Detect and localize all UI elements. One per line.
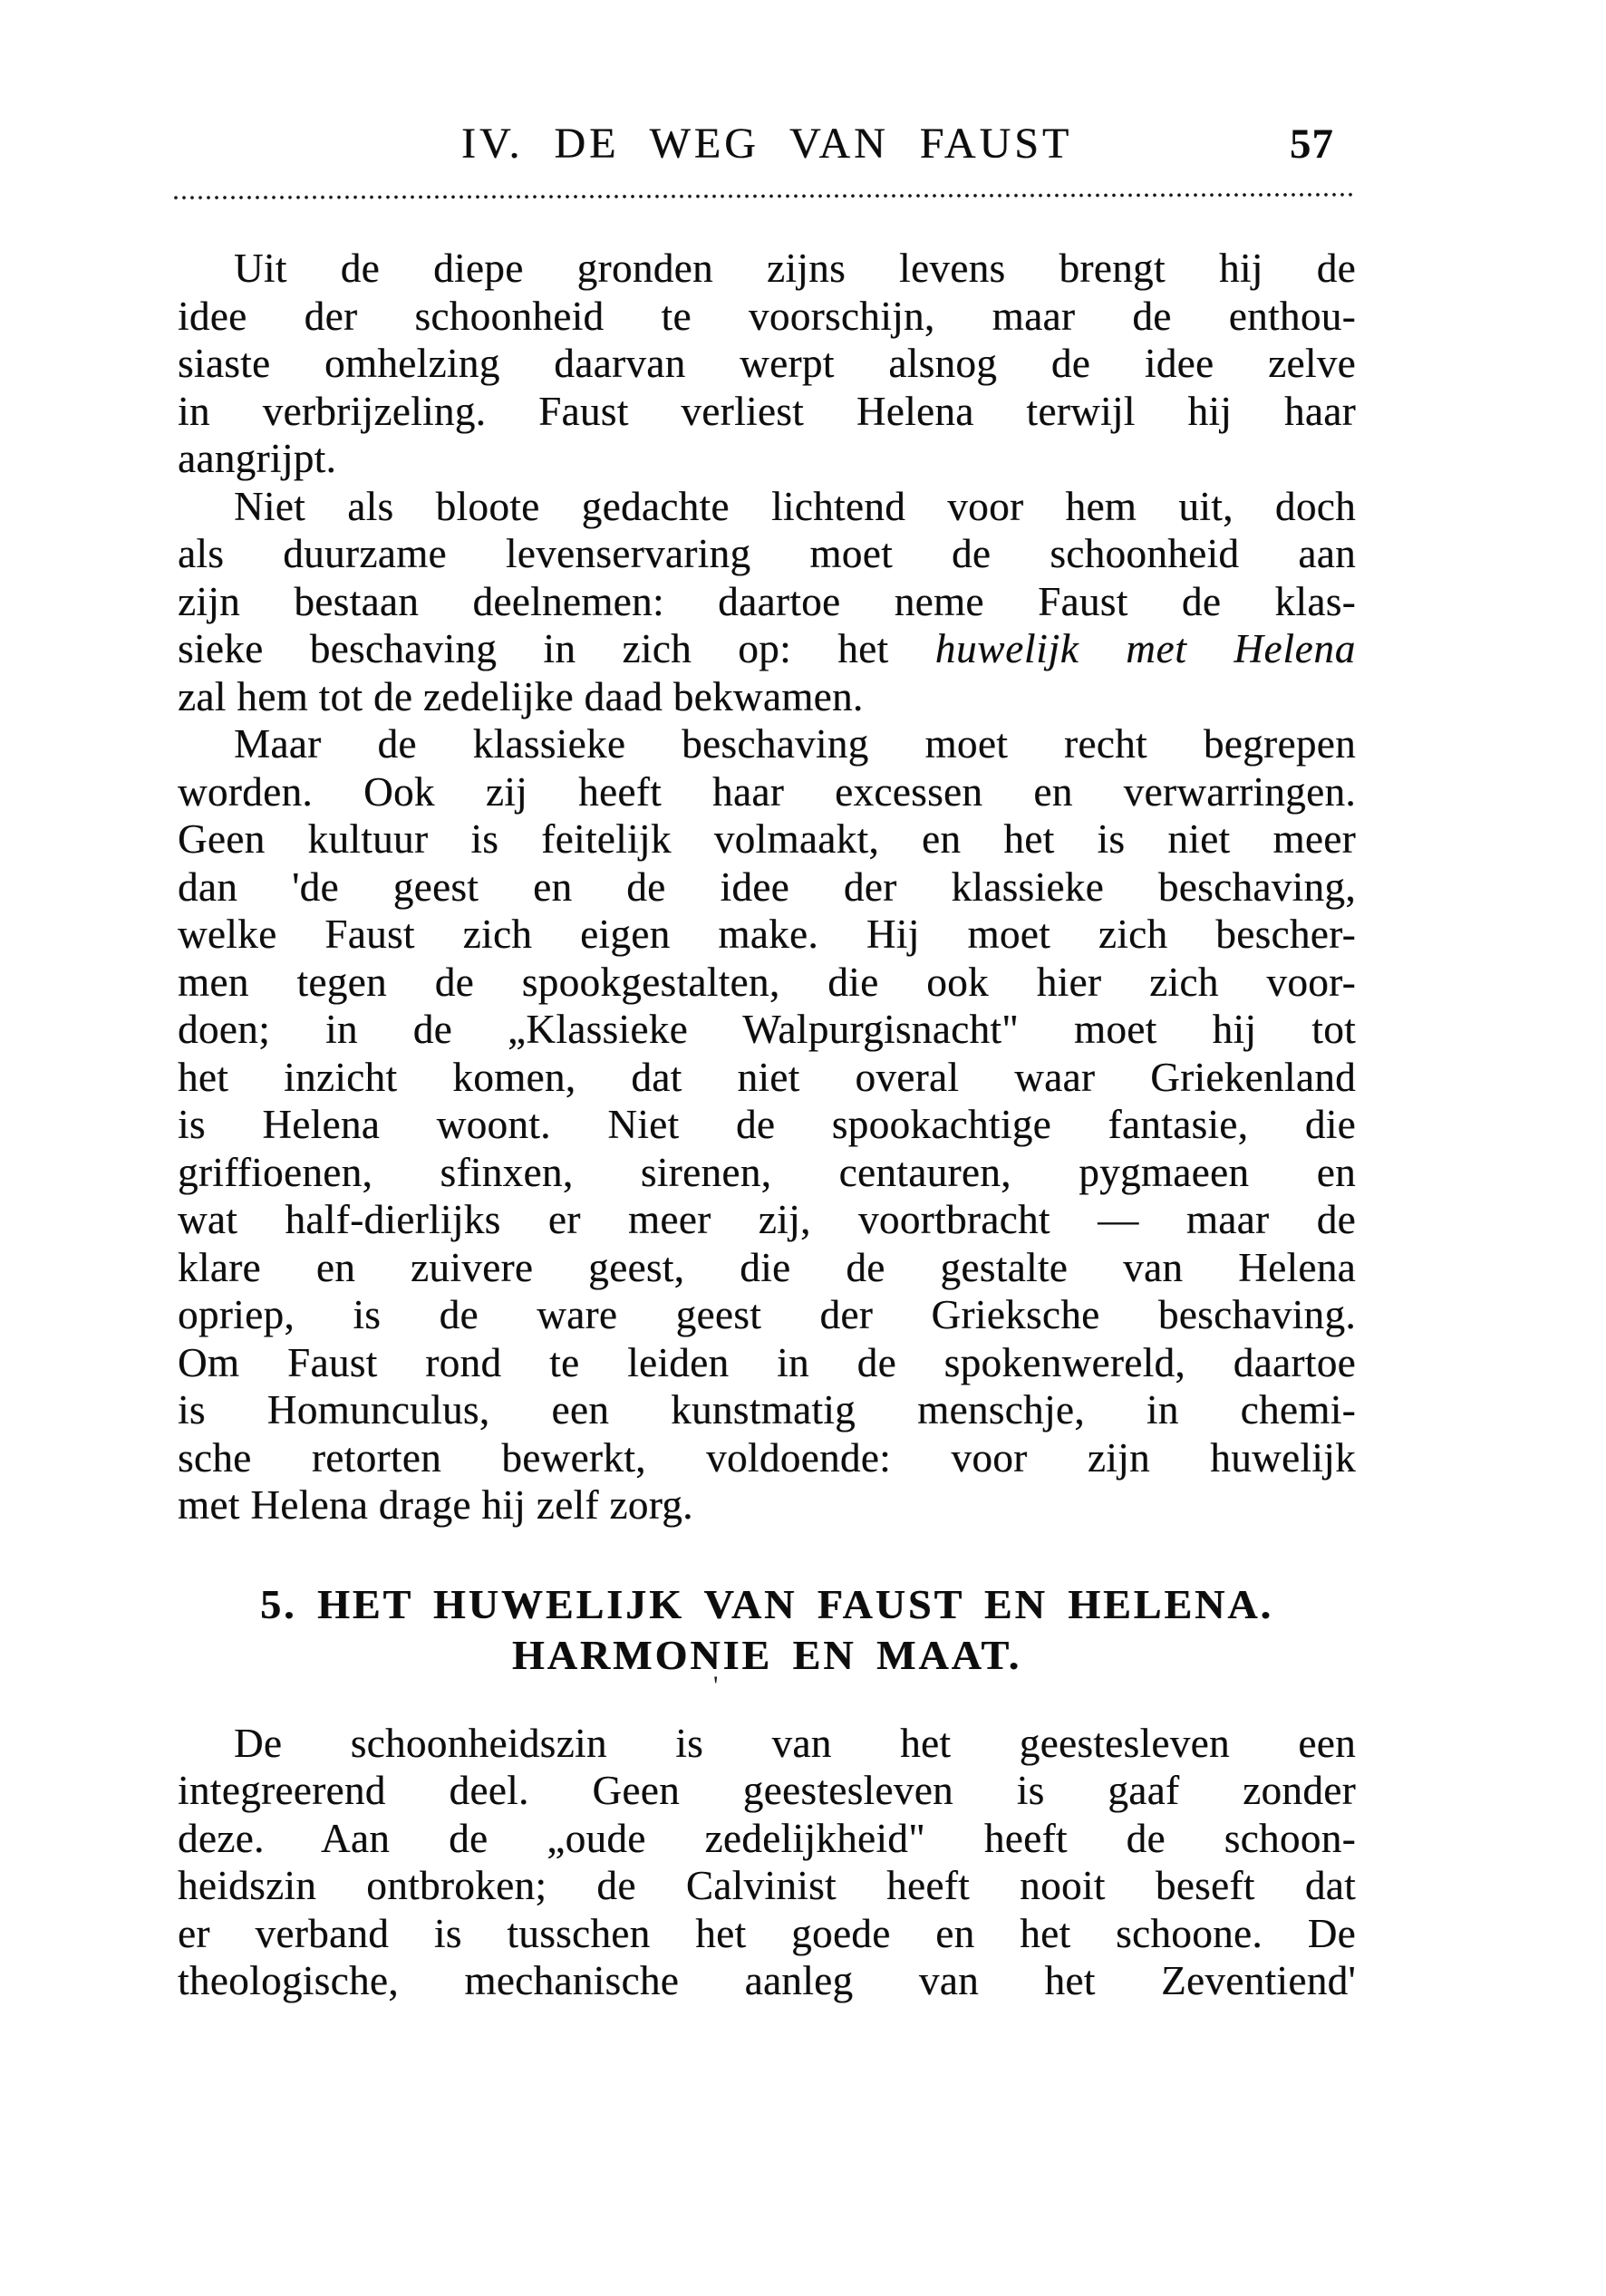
section-heading-line2: HARMONIE EN MAAT. [511, 1631, 1022, 1678]
text-line: Niet als bloote gedachte lichtend voor hem uit, doch [234, 483, 1356, 529]
text-line: idee der schoonheid te voorschijn, maar de enthou- [178, 293, 1356, 339]
page-number: 57 [1290, 121, 1334, 168]
section-heading [178, 1579, 1356, 1681]
text-line: sieke beschaving in zich op: het huwelijk met Helena [178, 626, 1356, 671]
paragraph [178, 245, 1356, 483]
paragraph-group-before-heading [178, 245, 1356, 1529]
text-line: integreerend deel. Geen geestesleven is gaaf zonder [178, 1768, 1356, 1813]
paragraph [178, 483, 1356, 721]
text-line: als duurzame levenservaring moet de schoonheid aan [178, 531, 1356, 576]
text-line: De schoonheidszin is van het geestesleven een [234, 1720, 1356, 1766]
text-line: griffioenen, sfinxen, sirenen, centauren, pygmaeen en [178, 1149, 1356, 1195]
text-line: theologische, mechanische aanleg van het Zeventiend' [178, 1958, 1356, 2003]
text-line: siaste omhelzing daarvan werpt alsnog de idee zelve [178, 341, 1356, 386]
text-line: Om Faust rond te leiden in de spokenwereld, daartoe [178, 1339, 1356, 1385]
chapter-title: IV. DE WEG VAN FAUST [460, 120, 1073, 168]
text-line: zijn bestaan deelnemen: daartoe neme Faust de klas- [178, 578, 1356, 624]
text-line: is Helena woont. Niet de spookachtige fantasie, die [178, 1102, 1356, 1147]
text-line: opriep, is de ware geest der Grieksche beschaving. [178, 1292, 1356, 1337]
text-line: met Helena drage hij zelf zorg. [178, 1482, 693, 1528]
paragraph [178, 720, 1356, 1529]
text-line: in verbrijzeling. Faust verliest Helena terwijl hij haar [178, 388, 1356, 434]
text-line: sche retorten bewerkt, voldoende: voor zijn huwelijk [178, 1434, 1356, 1481]
text-line: deze. Aan de „oude zedelijkheid" heeft de schoon- [178, 1815, 1356, 1861]
text-line: er verband is tusschen het goede en het schoone. De [178, 1910, 1356, 1956]
text-line: dan 'de geest en de idee der klassieke beschaving, [178, 863, 1356, 910]
text-line: welke Faust zich eigen make. Hij moet zich bescher- [178, 912, 1356, 957]
text-line: men tegen de spookgestalten, die ook hier zich voor- [178, 959, 1356, 1005]
page-header [178, 120, 1356, 176]
text-line: worden. Ook zij heeft haar excessen en verwarringen. [178, 768, 1356, 815]
text-line: het inzicht komen, dat niet overal waar Griekenland [178, 1054, 1356, 1100]
text-line: Uit de diepe gronden zijns levens brengt hij de [234, 246, 1356, 291]
text-line: wat half-dierlijks er meer zij, voortbracht — maar de [178, 1197, 1356, 1242]
text-line: is Homunculus, een kunstmatig menschje, in chemi- [178, 1387, 1356, 1433]
text-line: klare en zuivere geest, die de gestalte van Helena [178, 1244, 1356, 1290]
text-line: heidszin ontbroken; de Calvinist heeft nooit beseft dat [178, 1863, 1356, 1908]
paragraph [178, 1720, 1356, 2005]
paragraph-group-after-heading [178, 1720, 1356, 2005]
text-line: Geen kultuur is feitelijk volmaakt, en het is niet meer [178, 816, 1356, 862]
dotted-rule [174, 192, 1352, 199]
text-line: doen; in de „Klassieke Walpurgisnacht" moet hij tot [178, 1007, 1356, 1052]
section-heading-line1: 5. HET HUWELIJK VAN FAUST EN HELENA. [260, 1580, 1273, 1627]
text-line: zal hem tot de zedelijke daad bekwamen. [178, 673, 864, 719]
body-text [178, 245, 1356, 2005]
text-line: aangrijpt. [178, 436, 337, 481]
text-line: Maar de klassieke beschaving moet recht begrepen [234, 721, 1356, 767]
stray-ink-mark: ' [713, 1671, 719, 1701]
